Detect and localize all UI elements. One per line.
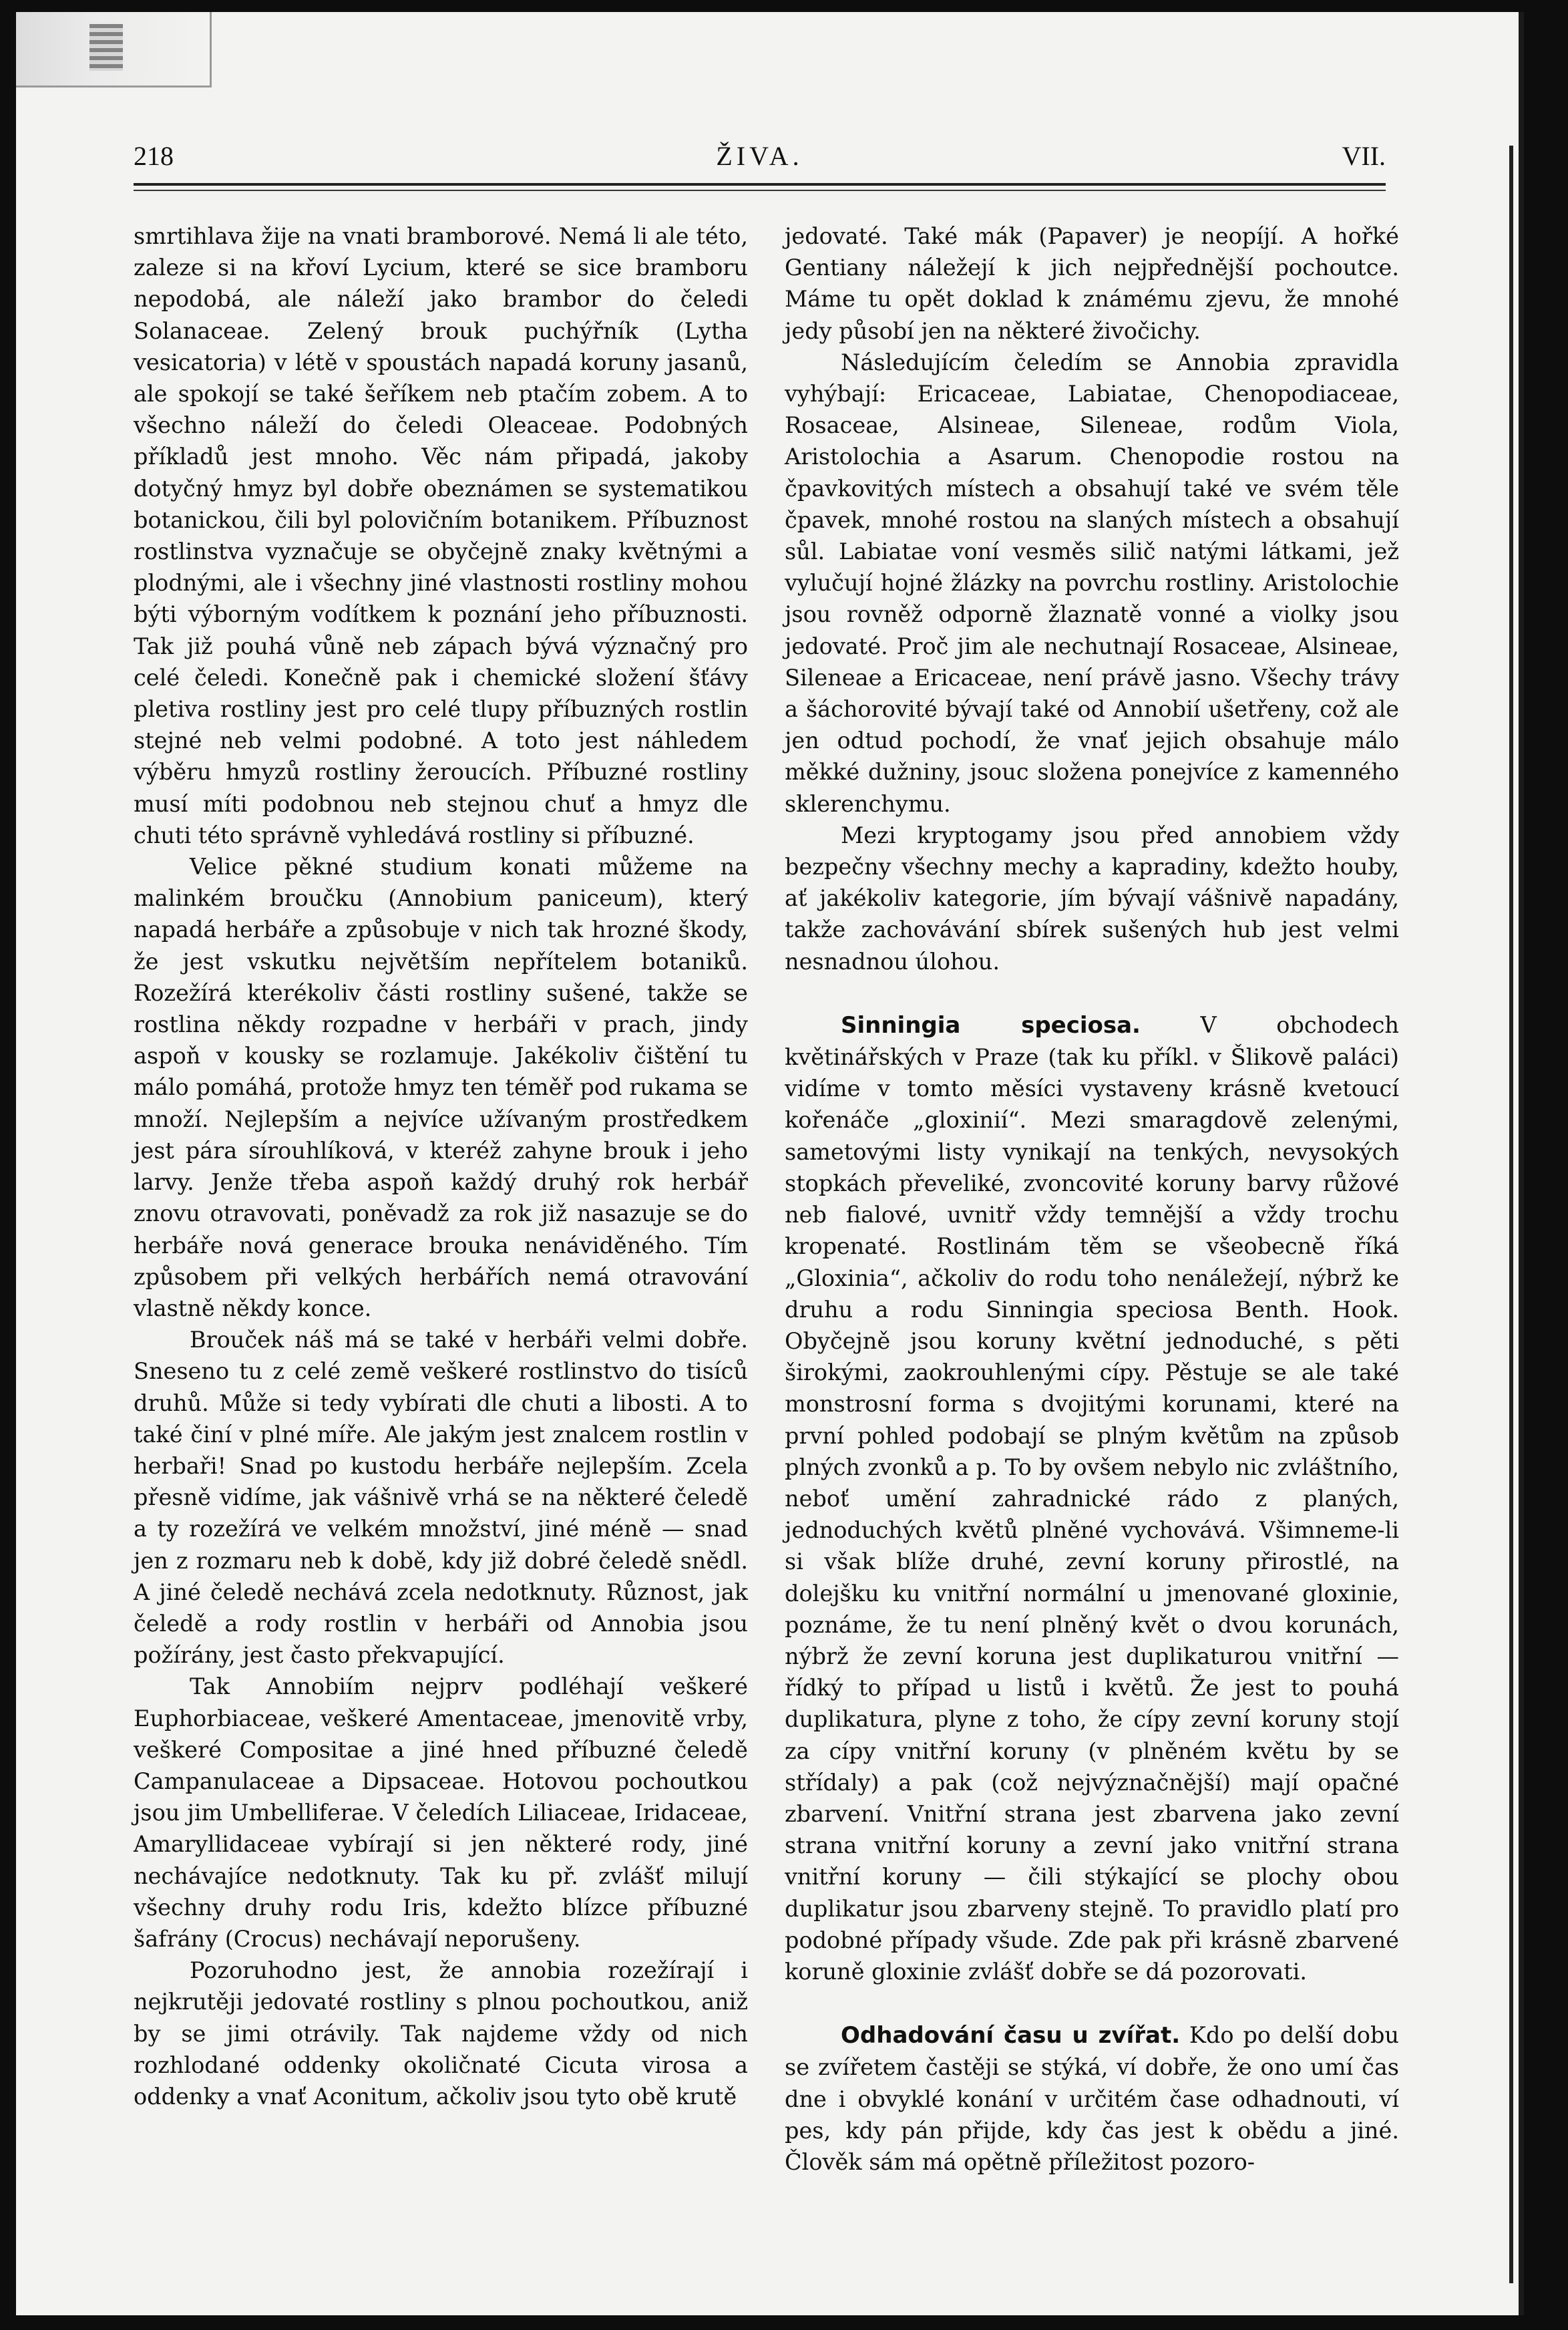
- running-header: [134, 140, 1386, 180]
- paragraph: Tak Annobiím nejprv podléhají veškeré Euphorbiaceae, veškeré Amentaceae, jmenovitě vrby, veškeré Compositae a jiné hned příbuzné čeledě Campanulaceae a Dipsaceae. Hotovou pochoutkou jsou jim Umbelliferae. V čeledích Liliaceae, Iridaceae, Amaryllidaceae vybírají si jen některé rody, jiné nechávajíce nedotknuty. Tak ku př. zvlášť milují všechny druhy rodu Iris, kdežto blízce příbuzné šafrány (Crocus) nechávají neporušeny.: [134, 1673, 748, 1952]
- section-text: V obchodech květinářských v Praze (tak ku příkl. v Šlikově paláci) vidíme v tomto měsíci vystaveny krásně kvetoucí kořenáče „gloxinií“. Mezi smaragdově zelenými, sametovými listy vynikají na tenkých, nevysokých stopkách převeliké, zvoncovité koruny barvy růžové neb fialové, uvnitř vždy temnější a vždy trochu kropenaté. Rostlinám těm se všeobecně říká „Gloxinia“, ačkoliv do rodu toho nenáležejí, nýbrž ke druhu a rodu Sinningia speciosa Benth. Hook. Obyčejně jsou koruny květní jednoduché, s pěti širokými, zaokrouhlenými cípy. Pěstuje se ale také monstrosní forma s dvojitými korunami, které na první pohled podobají se plným květům na způsob plných zvonků a p. To by ovšem nebylo nic zvláštního, neboť umění zahradnické rádo z planých, jednoduchých květů plněné vychovává. Všimneme-li si však blíže druhé, zevní koruny přirostlé, na dolejšku ku vnitřní normální u jmenované gloxinie, poznáme, že tu není plněný květ o dvou korunách, nýbrž že zevní koruna jest duplikaturou vnitřní — řídký to případ u listů i květů. Že jest to pouhá duplikatura, plyne z toho, že cípy zevní koruny stojí za cípy vnitřní koruny (v plněném květu by se střídaly) a pak (což nejvýznačnější) mají opačné zbarvení. Vnitřní strana jest zbarvena jako zevní strana vnitřní koruny a zevní jako vnitřní strana vnitřní koruny — čili stýkající se plochy obou duplikatur jsou zbarveny stejně. To pravidlo platí pro podobné případy všude. Zde pak při krásně zbarvené koruně gloxinie zvlášť dobře se dá pozorovati.: [785, 1011, 1399, 1985]
- header-rule-thick: [134, 183, 1386, 186]
- section-heading: Sinningia speciosa.: [841, 1011, 1141, 1039]
- paragraph: Pozoruhodno jest, že annobia rozežírají i nejkrutěji jedovaté rostliny s plnou pochoutkou, aniž by se jimi otrávily. Tak najdeme vždy od nich rozhlodané oddenky okoličnaté Cicuta virosa a oddenky a vnať Aconitum, ačkoliv jsou tyto obě krutě: [134, 1957, 748, 2110]
- paragraph: jedovaté. Také mák (Papaver) je neopíjí. A hořké Gentiany náležejí k jich nejpřednější pochoutce. Máme tu opět doklad k známému zjevu, že mnohé jedy působí jen na některé živočichy.: [785, 223, 1399, 344]
- paragraph: Velice pěkné studium konati můžeme na malinkém broučku (Annobium paniceum), který napadá herbáře a způsobuje v nich tak hrozné škody, že jest vskutku největším nepřítelem botaniků. Rozežírá kterékoliv části rostliny sušené, takže se rostlina někdy rozpadne v herbáři v prach, jindy aspoň v kousky se rozlamuje. Jakékoliv čištění tu málo pomáhá, protože hmyz ten téměř pod rukama se množí. Nejlepším a nejvíce užívaným prostředkem jest pára sírouhlíková, v kteréž zahyne brouk i jeho larvy. Jenže třeba aspoň každý druhý rok herbář znovu otravovati, poněvadž za rok již nasazuje se do herbáře nová generace brouka nenáviděného. Tím způsobem při velkých herbářích nemá otravování vlastně někdy konce.: [134, 854, 748, 1321]
- volume-number: VII.: [1342, 141, 1386, 171]
- paragraph: smrtihlava žije na vnati bramborové. Nemá li ale této, zaleze si na křoví Lycium, které se sice bramboru nepodobá, ale náleží jako brambor do čeledi Solanaceae. Zelený brouk puchýřník (Lytha vesicatoria) v létě v spoustách napadá koruny jasanů, ale spokojí se také šeříkem neb ptačím zobem. A to všechno náleží do čeledi Oleaceae. Podobných příkladů jest mnoho. Věc nám připadá, jakoby dotyčný hmyz byl dobře obeznámen se systematikou botanickou, čili byl polovičním botanikem. Příbuznost rostlinstva vyznačuje se obyčejně znaky květnými a plodnými, ale i všechny jiné vlastnosti rostliny mohou býti výborným vodítkem k poznání jeho příbuznosti. Tak již pouhá vůně neb zápach bývá význačný pro celé čeledi. Konečně pak i chemické složení šťávy pletiva rostliny jest pro celé tlupy příbuzných rostlin stejné neb velmi podobné. A toto jest náhledem výběru hmyzů rostliny žeroucích. Příbuzné rostliny musí míti podobnou neb stejnou chuť a hmyz dle chuti této správně vyhledává rostliny si příbuzné.: [134, 223, 748, 848]
- paragraph: Mezi kryptogamy jsou před annobiem vždy bezpečny všechny mechy a kapradiny, kdežto houby, ať jakékoliv kategorie, jím bývají vášnivě napadány, takže zachovávání sbírek sušených hub jest velmi nesnadnou úlohou.: [785, 822, 1399, 975]
- left-column: [134, 220, 748, 2112]
- section-sinningia: [785, 1009, 1399, 1987]
- journal-title: ŽIVA.: [716, 141, 803, 171]
- section-text: Kdo po delší dobu se zvířetem častěji se stýká, ví dobře, že ono umí čas dne i obvyklé konání v určitém čase odhadnouti, ví pes, kdy pán přijde, kdy čas jest k obědu a jiné. Člověk sám má opětně příležitost pozoro-: [785, 2022, 1400, 2175]
- paragraph: Brouček náš má se také v herbáři velmi dobře. Sneseno tu z celé země veškeré rostlinstvo do tisíců druhů. Může si tedy vybírati dle chuti a libosti. A to také činí v plné míře. Ale jakým jest znalcem rostlin v herbaři! Snad po kustodu herbáře nejlepším. Zcela přesně vidíme, jak vášnivě vrhá se na některé čeledě a ty rozežírá ve velkém množství, jiné méně — snad jen z rozmaru neb k době, kdy již dobré čeledě snědl. A jiné čeledě nechává zcela nedotknuty. Různost, jak čeledě a rody rostlin v herbáři od Annobia jsou požírány, jest často překvapující.: [134, 1327, 748, 1669]
- scan-barcode-mark: [89, 24, 123, 71]
- page-number: 218: [134, 141, 174, 171]
- section-heading: Odhadování času u zvířat.: [841, 2022, 1181, 2049]
- right-column: [785, 220, 1399, 2178]
- scan-corner-mark: [16, 12, 212, 88]
- page-edge-line: [1509, 146, 1513, 2283]
- header-rule-thin: [134, 190, 1386, 191]
- section-odhadovani: [785, 2019, 1399, 2178]
- paragraph: Následujícím čeledím se Annobia zpravidla vyhýbají: Ericaceae, Labiatae, Chenopodiaceae, Rosaceae, Alsineae, Sileneae, rodům Viola, Aristolochia a Asarum. Chenopodie rostou na čpavkovitých místech a obsahují také ve svém těle čpavek, mnohé rostou na slaných místech a obsahují sůl. Labiatae voní vesměs silič natými látkami, jež vylučují hojné žlázky na povrchu rostliny. Aristolochie jsou rovněž odporně žlaznatě vonné a violky jsou jedovaté. Proč jim ale nechutnají Rosaceae, Alsineae, Sileneae a Ericaceae, není právě jasno. Všechy trávy a šáchorovité bývají také od Annobií ušetřeny, což ale jen odtud pochodí, že vnať jejich obsahuje málo měkké dužniny, jsouc složena ponejvíce z kamenného sklerenchymu.: [785, 349, 1399, 817]
